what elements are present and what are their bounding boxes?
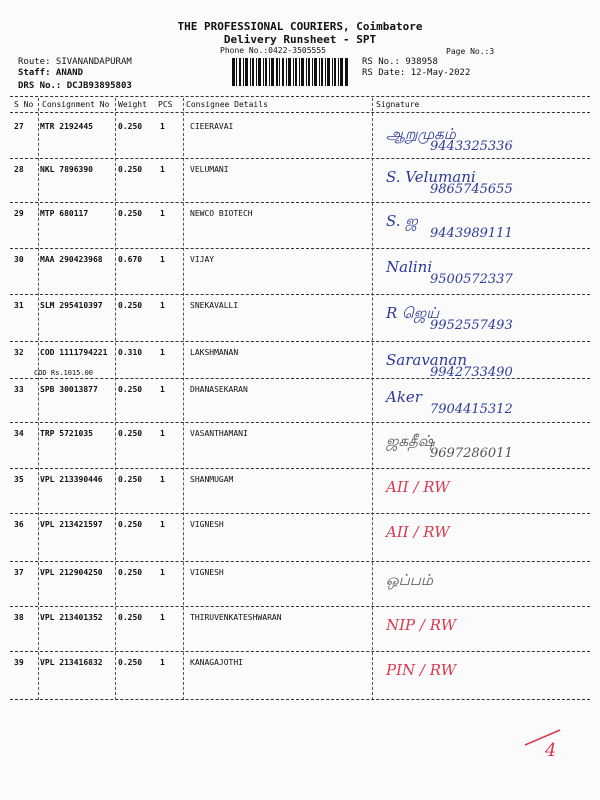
signature-phone: 9443989111 [430,226,513,241]
row-consignment: TRP 5721035 [40,429,93,438]
row-consignment: VPL 213390446 [40,475,103,484]
row-cod-amount: COD Rs.1015.00 [34,369,94,377]
signature-handwriting: Nalini [386,258,433,276]
row-sno: 35 [14,475,24,484]
page-number: Page No.:3 [446,47,495,56]
row-pcs: 1 [160,209,165,218]
row-consignee: VASANTHAMANI [190,429,248,438]
row-separator [10,248,590,249]
signature-handwriting: R ஜெய் [386,304,440,322]
row-weight: 0.250 [118,475,143,484]
row-consignee: VIJAY [190,255,215,264]
row-separator [10,561,590,562]
runsheet-title: Delivery Runsheet - SPT [223,33,377,46]
row-weight: 0.250 [118,568,143,577]
row-pcs: 1 [160,301,165,310]
signature-handwriting: S. ஜ [386,212,418,230]
rs-number: RS No.: 938958 [362,57,438,67]
row-separator [10,699,590,700]
table-top-rule [10,96,590,97]
signature-handwriting: ஜகதீஷ் [386,432,435,450]
row-consignment: VPL 213421597 [40,520,103,529]
staff: Staff: ANAND [18,68,84,78]
signature-handwriting: ஆறுமுகம் [386,125,456,143]
row-weight: 0.250 [118,301,143,310]
route: Route: SIVANANDAPURAM [18,57,132,67]
row-sno: 38 [14,613,24,622]
row-pcs: 1 [160,429,165,438]
signature-phone: 9500572337 [430,272,513,287]
row-weight: 0.250 [118,658,143,667]
row-sno: 30 [14,255,24,264]
row-pcs: 1 [160,613,165,622]
signature-handwriting: Aker [386,388,422,406]
row-pcs: 1 [160,165,165,174]
row-pcs: 1 [160,568,165,577]
row-consignee: SHANMUGAM [190,475,234,484]
row-pcs: 1 [160,122,165,131]
col-header-pcs: PCS [158,100,173,109]
col-header-sno: S No [14,100,34,109]
signature-handwriting: NIP / RW [386,616,457,634]
row-consignee: VIGNESH [190,520,224,529]
row-weight: 0.670 [118,255,143,264]
row-weight: 0.250 [118,209,143,218]
col-header-consignment: Consignment No [42,100,110,109]
row-consignee: VIGNESH [190,568,224,577]
row-consignment: NKL 7896390 [40,165,93,174]
row-sno: 27 [14,122,24,131]
row-separator [10,158,590,159]
signature-handwriting: S. Velumani [386,168,476,186]
signature-phone: 9865745655 [430,182,513,197]
row-separator [10,378,590,379]
row-consignee: DHANASEKARAN [190,385,248,394]
column-separator [38,98,39,700]
drs-number: DRS No.: DCJB93895803 [18,81,132,91]
row-consignment: VPL 212904250 [40,568,103,577]
row-sno: 34 [14,429,24,438]
row-sno: 32 [14,348,24,357]
row-sno: 33 [14,385,24,394]
signature-phone: 9942733490 [430,365,513,380]
row-weight: 0.250 [118,613,143,622]
row-separator [10,422,590,423]
signature-handwriting: AII / RW [386,478,450,496]
row-consignment: MAA 290423968 [40,255,103,264]
row-sno: 28 [14,165,24,174]
row-consignment: MTP 680117 [40,209,89,218]
signature-handwriting: ஒப்பம் [386,571,433,589]
column-separator [183,98,184,700]
col-header-weight: Weight [118,100,147,109]
row-weight: 0.250 [118,122,143,131]
row-separator [10,341,590,342]
rs-date: RS Date: 12-May-2022 [362,68,471,78]
signature-phone: 9697286011 [430,446,513,461]
row-weight: 0.250 [118,165,143,174]
phone-number: Phone No.:0422-3505555 [220,46,326,55]
row-consignee: CIEERAVAI [190,122,234,131]
row-consignee: SNEKAVALLI [190,301,239,310]
row-consignment: VPL 213416832 [40,658,103,667]
company-title: THE PROFESSIONAL COURIERS, Coimbatore [177,20,423,33]
row-weight: 0.250 [118,429,143,438]
table-header-rule [10,112,590,113]
row-consignment: VPL 213401352 [40,613,103,622]
row-consignee: NEWCO BIOTECH [190,209,253,218]
row-consignee: KANAGAJOTHI [190,658,243,667]
row-consignment: SPB 30013877 [40,385,98,394]
row-weight: 0.250 [118,385,143,394]
column-separator [115,98,116,700]
row-consignee: THIRUVENKATESHWARAN [190,613,282,622]
row-pcs: 1 [160,658,165,667]
row-separator [10,294,590,295]
row-consignee: VELUMANI [190,165,229,174]
row-consignment: SLM 295410397 [40,301,103,310]
col-header-signature: Signature [376,100,420,109]
signature-phone: 7904415312 [430,402,513,417]
row-sno: 37 [14,568,24,577]
signature-handwriting: PIN / RW [386,661,457,679]
row-separator [10,202,590,203]
row-separator [10,651,590,652]
col-header-consignee: Consignee Details [186,100,268,109]
barcode [232,58,348,86]
signature-handwriting: AII / RW [386,523,450,541]
row-weight: 0.250 [118,520,143,529]
row-separator [10,513,590,514]
row-weight: 0.310 [118,348,143,357]
row-pcs: 1 [160,520,165,529]
row-pcs: 1 [160,385,165,394]
row-separator [10,468,590,469]
signature-phone: 9443325336 [430,139,513,154]
row-consignment: COD 1111794221 [40,348,108,357]
signature-handwriting: Saravanan [386,351,468,369]
page-tally-mark: 4 [545,740,557,761]
row-sno: 29 [14,209,24,218]
row-consignment: MTR 2192445 [40,122,93,131]
row-pcs: 1 [160,475,165,484]
row-pcs: 1 [160,255,165,264]
row-sno: 36 [14,520,24,529]
row-pcs: 1 [160,348,165,357]
row-separator [10,606,590,607]
column-separator [372,98,373,700]
row-sno: 39 [14,658,24,667]
signature-phone: 9952557493 [430,318,513,333]
row-consignee: LAKSHMANAN [190,348,239,357]
row-sno: 31 [14,301,24,310]
